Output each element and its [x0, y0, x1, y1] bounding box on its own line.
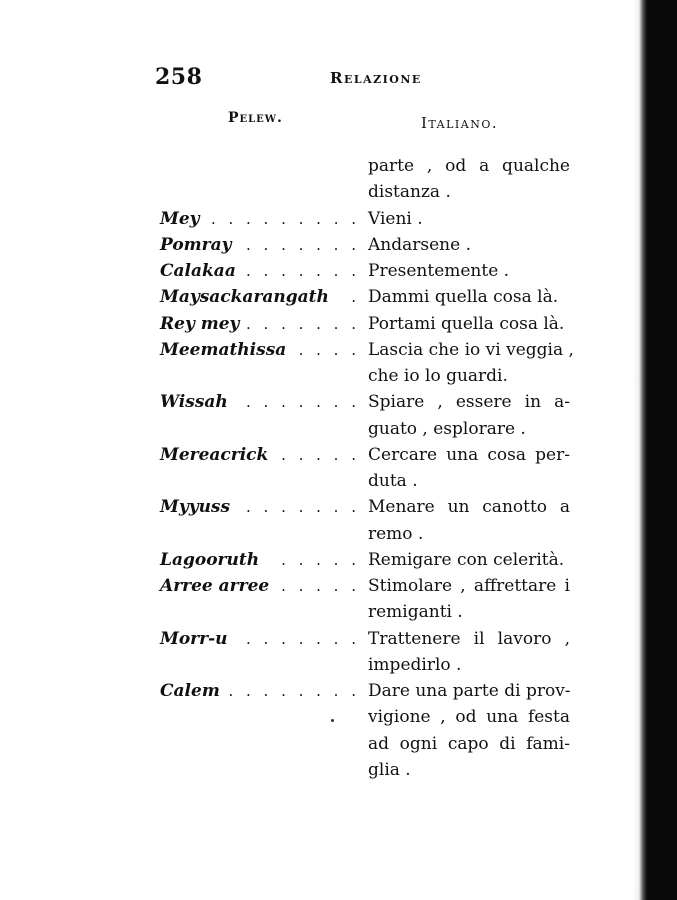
italian-translation: Andarsene .: [368, 234, 471, 255]
leader-dots: . . . . . . .: [246, 262, 360, 280]
glossary-line: [160, 732, 572, 757]
leader-dots: . . . . . . .: [246, 393, 360, 412]
italian-translation: Spiare , essere in a-: [368, 392, 570, 413]
italian-translation: Presentemente .: [368, 261, 510, 281]
italian-translation: Trattenere il lavoro ,: [368, 628, 570, 649]
italian-translation: impedirlo .: [368, 654, 462, 675]
column-heading-pelew: Pelew.: [228, 110, 283, 126]
glossary-line: [160, 364, 572, 389]
italian-translation: Cercare una cosa per-: [368, 444, 570, 465]
glossary-line: [160, 627, 572, 652]
pelew-term: Myyuss: [160, 497, 231, 518]
italian-translation: che io lo guardi.: [368, 366, 508, 386]
italian-translation: remiganti .: [368, 602, 463, 623]
ink-speck: [331, 719, 334, 722]
glossary-line: [160, 207, 572, 232]
glossary-line: [160, 417, 572, 442]
running-header: Relazione: [330, 69, 422, 87]
pelew-term: Arree arree: [160, 576, 270, 596]
italian-translation: Remigare con celerità.: [368, 549, 565, 570]
leader-dots: . . . .: [298, 340, 360, 359]
italian-translation: glia .: [368, 759, 411, 780]
glossary-line: [160, 338, 572, 363]
leader-dots: . . . . . . .: [246, 235, 360, 254]
italian-translation: Vieni .: [368, 208, 423, 229]
glossary-line: [160, 758, 572, 783]
leader-dots: .: [351, 288, 360, 307]
glossary-line: [160, 548, 572, 573]
leader-dots: . . . . . . . .: [228, 682, 360, 700]
glossary-line: [160, 443, 572, 468]
italian-translation: Dammi quella cosa là.: [368, 287, 559, 308]
glossary-line: [160, 522, 572, 547]
leader-dots: . . . . . . . . .: [210, 209, 360, 228]
pelew-term: Wissah: [160, 392, 228, 413]
glossary-line: [160, 469, 572, 494]
leader-dots: . . . . .: [281, 445, 360, 464]
italian-translation: ad ogni capo di fami-: [368, 733, 570, 754]
italian-translation: Stimolare , affrettare i: [368, 576, 570, 596]
glossary-line: [160, 495, 572, 520]
pelew-term: Meemathissa: [160, 339, 287, 360]
page-binding-edge: [633, 0, 677, 900]
glossary-line: [160, 705, 572, 730]
column-heading-italiano: Italiano.: [421, 114, 499, 132]
leader-dots: . . . . .: [281, 550, 360, 569]
glossary-line: [160, 574, 572, 599]
leader-dots: . . . . . . .: [246, 629, 360, 648]
glossary-line: [160, 679, 572, 704]
glossary-line: [160, 180, 572, 205]
glossary-line: [160, 600, 572, 625]
italian-translation: guato , esplorare .: [368, 418, 526, 439]
glossary-line: [160, 390, 572, 415]
leader-dots: . . . . . . .: [246, 314, 360, 333]
italian-translation: Dare una parte di prov-: [368, 681, 571, 701]
italian-translation: Lascia che io vi veggia ,: [368, 339, 574, 360]
pelew-term: Morr-u: [160, 628, 228, 649]
pelew-term: Mey: [160, 208, 200, 229]
pelew-term: Lagooruth: [160, 549, 260, 570]
pelew-term: Calakaa: [160, 261, 236, 281]
pelew-term: Maysackarangath: [160, 287, 329, 308]
leader-dots: . . . . . . .: [246, 498, 360, 517]
glossary-line: [160, 259, 572, 284]
italian-translation: duta .: [368, 471, 418, 491]
page-number: 258: [155, 64, 203, 90]
italian-translation: vigione , od una festa: [368, 707, 570, 728]
italian-translation: distanza .: [368, 182, 451, 203]
pelew-term: Calem: [160, 681, 220, 701]
glossary-line: [160, 285, 572, 310]
italian-translation: remo .: [368, 523, 424, 544]
pelew-term: Mereacrick: [160, 444, 269, 465]
leader-dots: . . . . .: [281, 577, 360, 595]
italian-translation: parte , od a qualche: [368, 156, 570, 176]
pelew-term: Pomray: [160, 234, 232, 255]
glossary-line: [160, 312, 572, 337]
glossary-line: [160, 653, 572, 678]
italian-translation: Portami quella cosa là.: [368, 313, 565, 334]
glossary-line: [160, 154, 572, 179]
glossary-line: [160, 233, 572, 258]
italian-translation: Menare un canotto a: [368, 497, 570, 518]
pelew-term: Rey mey: [160, 313, 240, 334]
